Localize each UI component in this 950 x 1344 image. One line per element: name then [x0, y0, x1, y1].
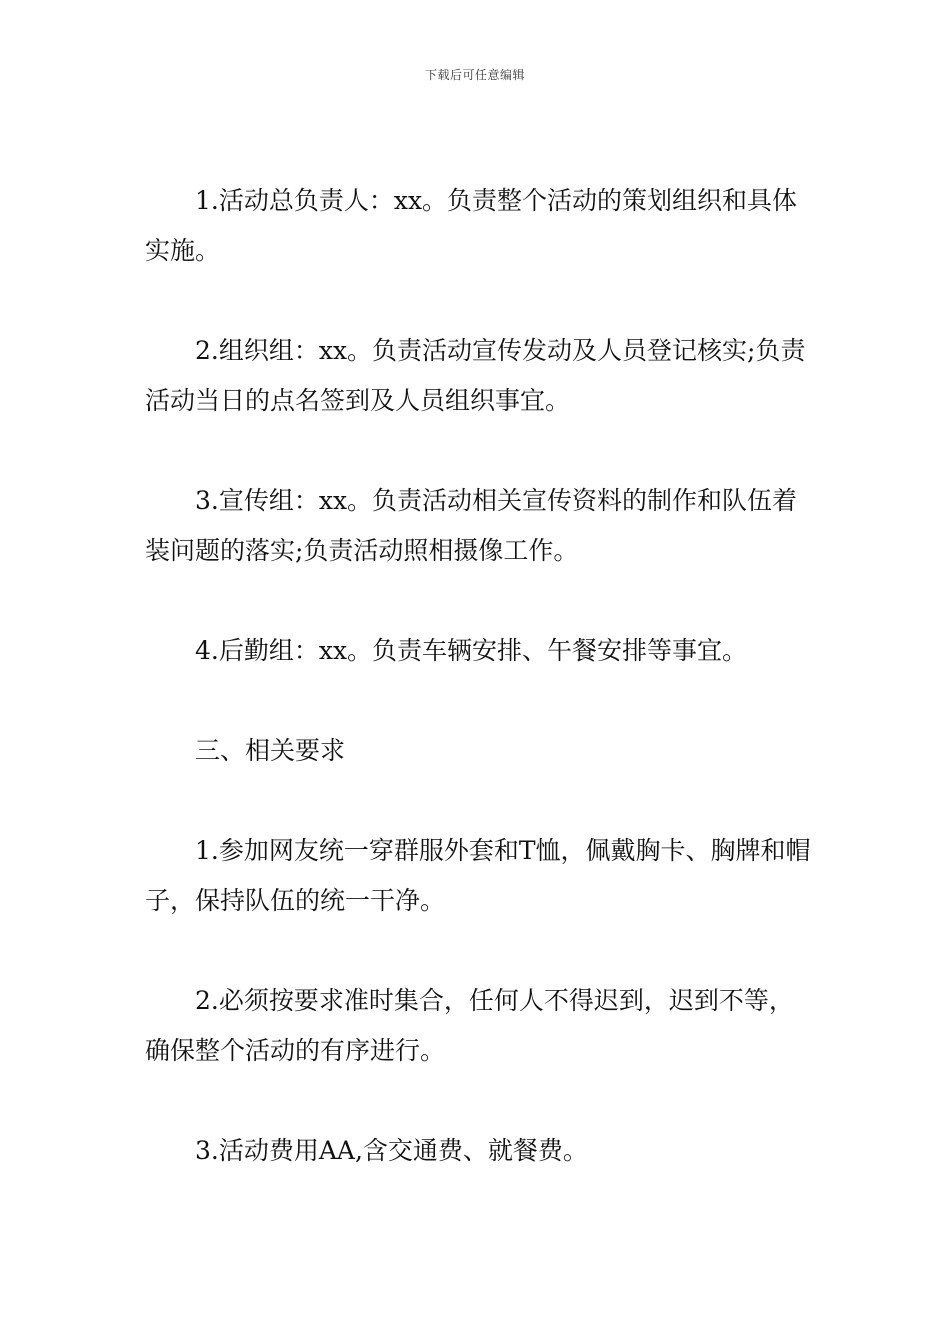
- paragraph-requirement-uniform: 1.参加网友统一穿群服外套和T恤，佩戴胸卡、胸牌和帽子，保持队伍的统一干净。: [145, 836, 811, 915]
- paragraph-leader: 1.活动总负责人：xx。负责整个活动的策划组织和具体实施。: [145, 186, 798, 265]
- document-body: [145, 176, 813, 1226]
- paragraph-publicity-group: 3.宣传组：xx。负责活动相关宣传资料的制作和队伍着装问题的落实;负责活动照相摄像工作。: [145, 486, 798, 565]
- paragraph-organization-group: 2.组织组：xx。负责活动宣传发动及人员登记核实;负责活动当日的点名签到及人员组织事宜。: [145, 336, 806, 415]
- section-heading-requirements: 三、相关要求: [195, 736, 346, 765]
- paragraph-logistics-group: 4.后勤组：xx。负责车辆安排、午餐安排等事宜。: [195, 636, 748, 665]
- paragraph-requirement-punctuality: 2.必须按要求准时集合，任何人不得迟到，迟到不等，确保整个活动的有序进行。: [145, 986, 794, 1065]
- page-header-note: 下载后可任意编辑: [424, 68, 525, 82]
- paragraph-requirement-fees: 3.活动费用AA,含交通费、就餐费。: [195, 1136, 588, 1165]
